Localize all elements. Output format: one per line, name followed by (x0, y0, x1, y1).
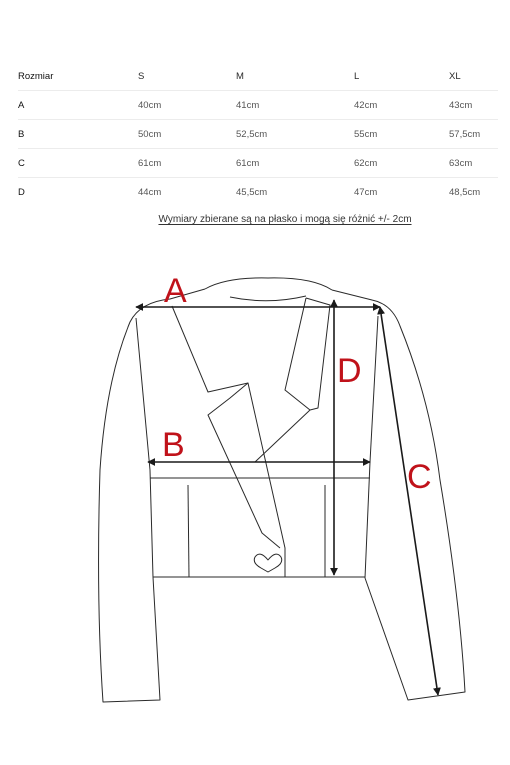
table-cell: 40cm (138, 91, 236, 120)
table-cell: 44cm (138, 186, 162, 198)
header-cell-l: L (354, 62, 449, 91)
label-c: C (407, 458, 432, 496)
table-cell: 55cm (354, 120, 449, 149)
table-cell: 62cm (354, 149, 449, 178)
table-cell: 50cm (138, 120, 236, 149)
table-cell: 61cm (138, 149, 236, 178)
table-cell: 43cm (449, 91, 498, 120)
measurement-lines (136, 300, 438, 695)
label-d: D (337, 352, 362, 390)
measurement-label: D (18, 186, 25, 198)
table-cell: 61cm (236, 149, 354, 178)
table-cell: 42cm (354, 91, 449, 120)
header-cell-size: Rozmiar (18, 62, 138, 91)
label-a: A (164, 272, 187, 310)
measurement-label: C (18, 149, 138, 178)
label-b: B (162, 426, 185, 464)
measure-line-c (380, 307, 438, 695)
header-cell-xl: XL (449, 62, 498, 91)
table-cell: 41cm (236, 91, 354, 120)
table-cell: 47cm (354, 186, 378, 198)
table-cell: 57,5cm (449, 120, 498, 149)
table-cell: 63cm (449, 149, 498, 178)
measurement-label: A (18, 91, 138, 120)
header-cell-s: S (138, 62, 236, 91)
table-cell: 48,5cm (449, 186, 481, 198)
measurement-label: B (18, 120, 138, 149)
table-cell: 52,5cm (236, 120, 354, 149)
header-cell-m: M (236, 62, 354, 91)
table-cell: 45,5cm (236, 186, 268, 198)
measurement-note: Wymiary zbierane są na płasko i mogą się różnić +/- 2cm (158, 214, 412, 225)
